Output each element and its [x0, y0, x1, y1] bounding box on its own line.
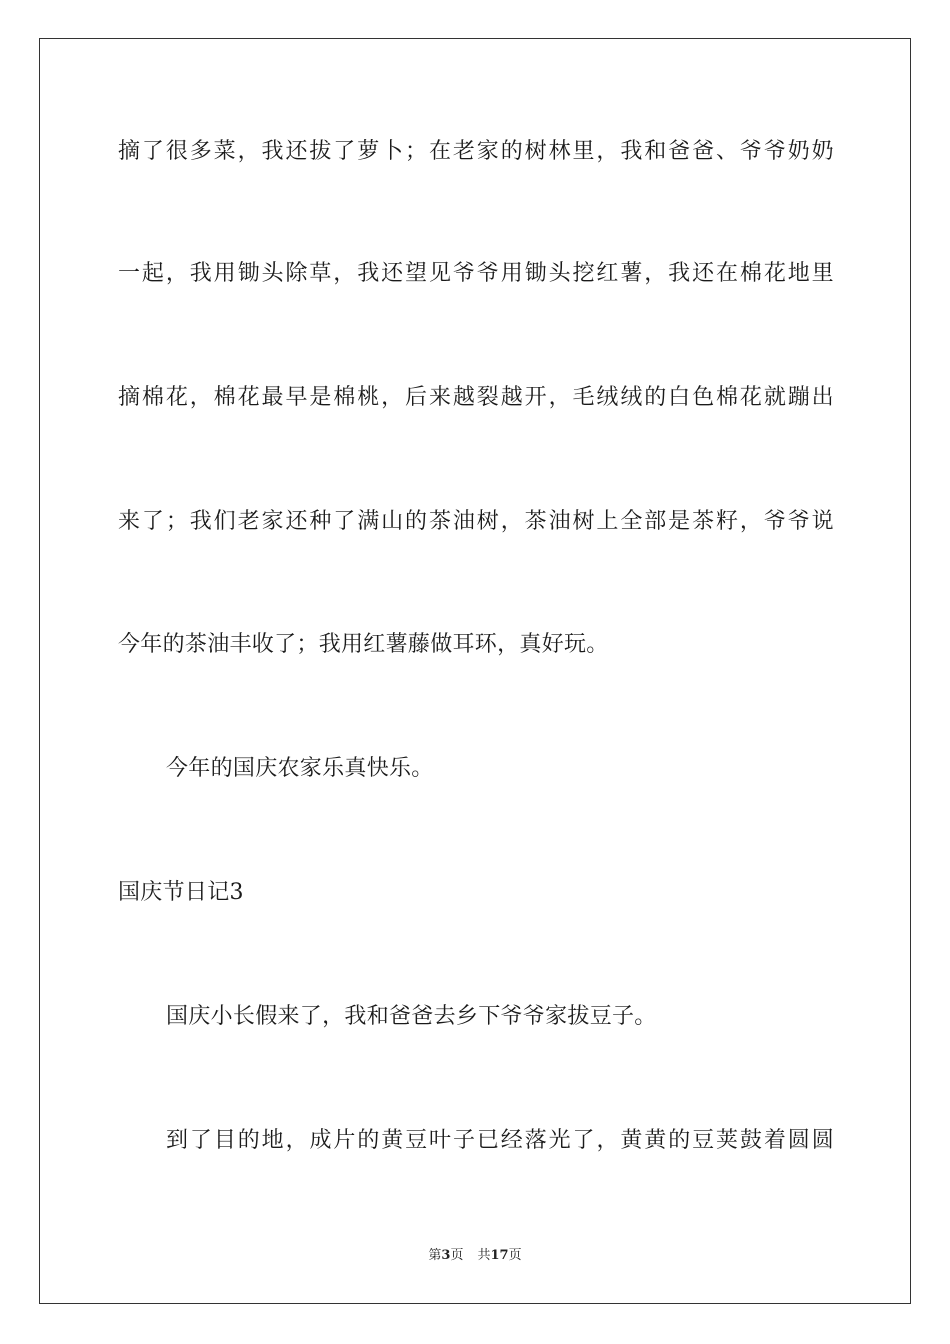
paragraph-summary: 今年的国庆农家乐真快乐。: [166, 756, 434, 781]
page-footer: [0, 1247, 950, 1265]
body-text-line: 摘棉花，棉花最早是棉桃，后来越裂越开，毛绒绒的白色棉花就蹦出: [118, 385, 834, 410]
body-text-line: 今年的茶油丰收了；我用红薯藤做耳环，真好玩。: [118, 632, 609, 657]
section-heading: 国庆节日记3: [118, 880, 244, 905]
body-text-line: 摘了很多菜，我还拔了萝卜；在老家的树林里，我和爸爸、爷爷奶奶: [118, 139, 834, 164]
body-text-line: 一起，我用锄头除草，我还望见爷爷用锄头挖红薯，我还在棉花地里: [118, 261, 834, 286]
page-border: [39, 38, 911, 1304]
footer-page-suffix: 页: [450, 1248, 464, 1263]
paragraph-intro: 国庆小长假来了，我和爸爸去乡下爷爷家拔豆子。: [166, 1004, 657, 1029]
footer-page-prefix: 第: [428, 1248, 442, 1263]
footer-page-number: 3: [441, 1248, 451, 1263]
footer-total-pages: 17: [490, 1248, 509, 1263]
footer-total-prefix: 共: [477, 1248, 491, 1263]
paragraph-next: 到了目的地，成片的黄豆叶子已经落光了，黄黄的豆荚鼓着圆圆: [166, 1128, 834, 1153]
footer-total-suffix: 页: [508, 1248, 522, 1263]
body-text-line: 来了；我们老家还种了满山的茶油树，茶油树上全部是茶籽，爷爷说: [118, 509, 834, 534]
